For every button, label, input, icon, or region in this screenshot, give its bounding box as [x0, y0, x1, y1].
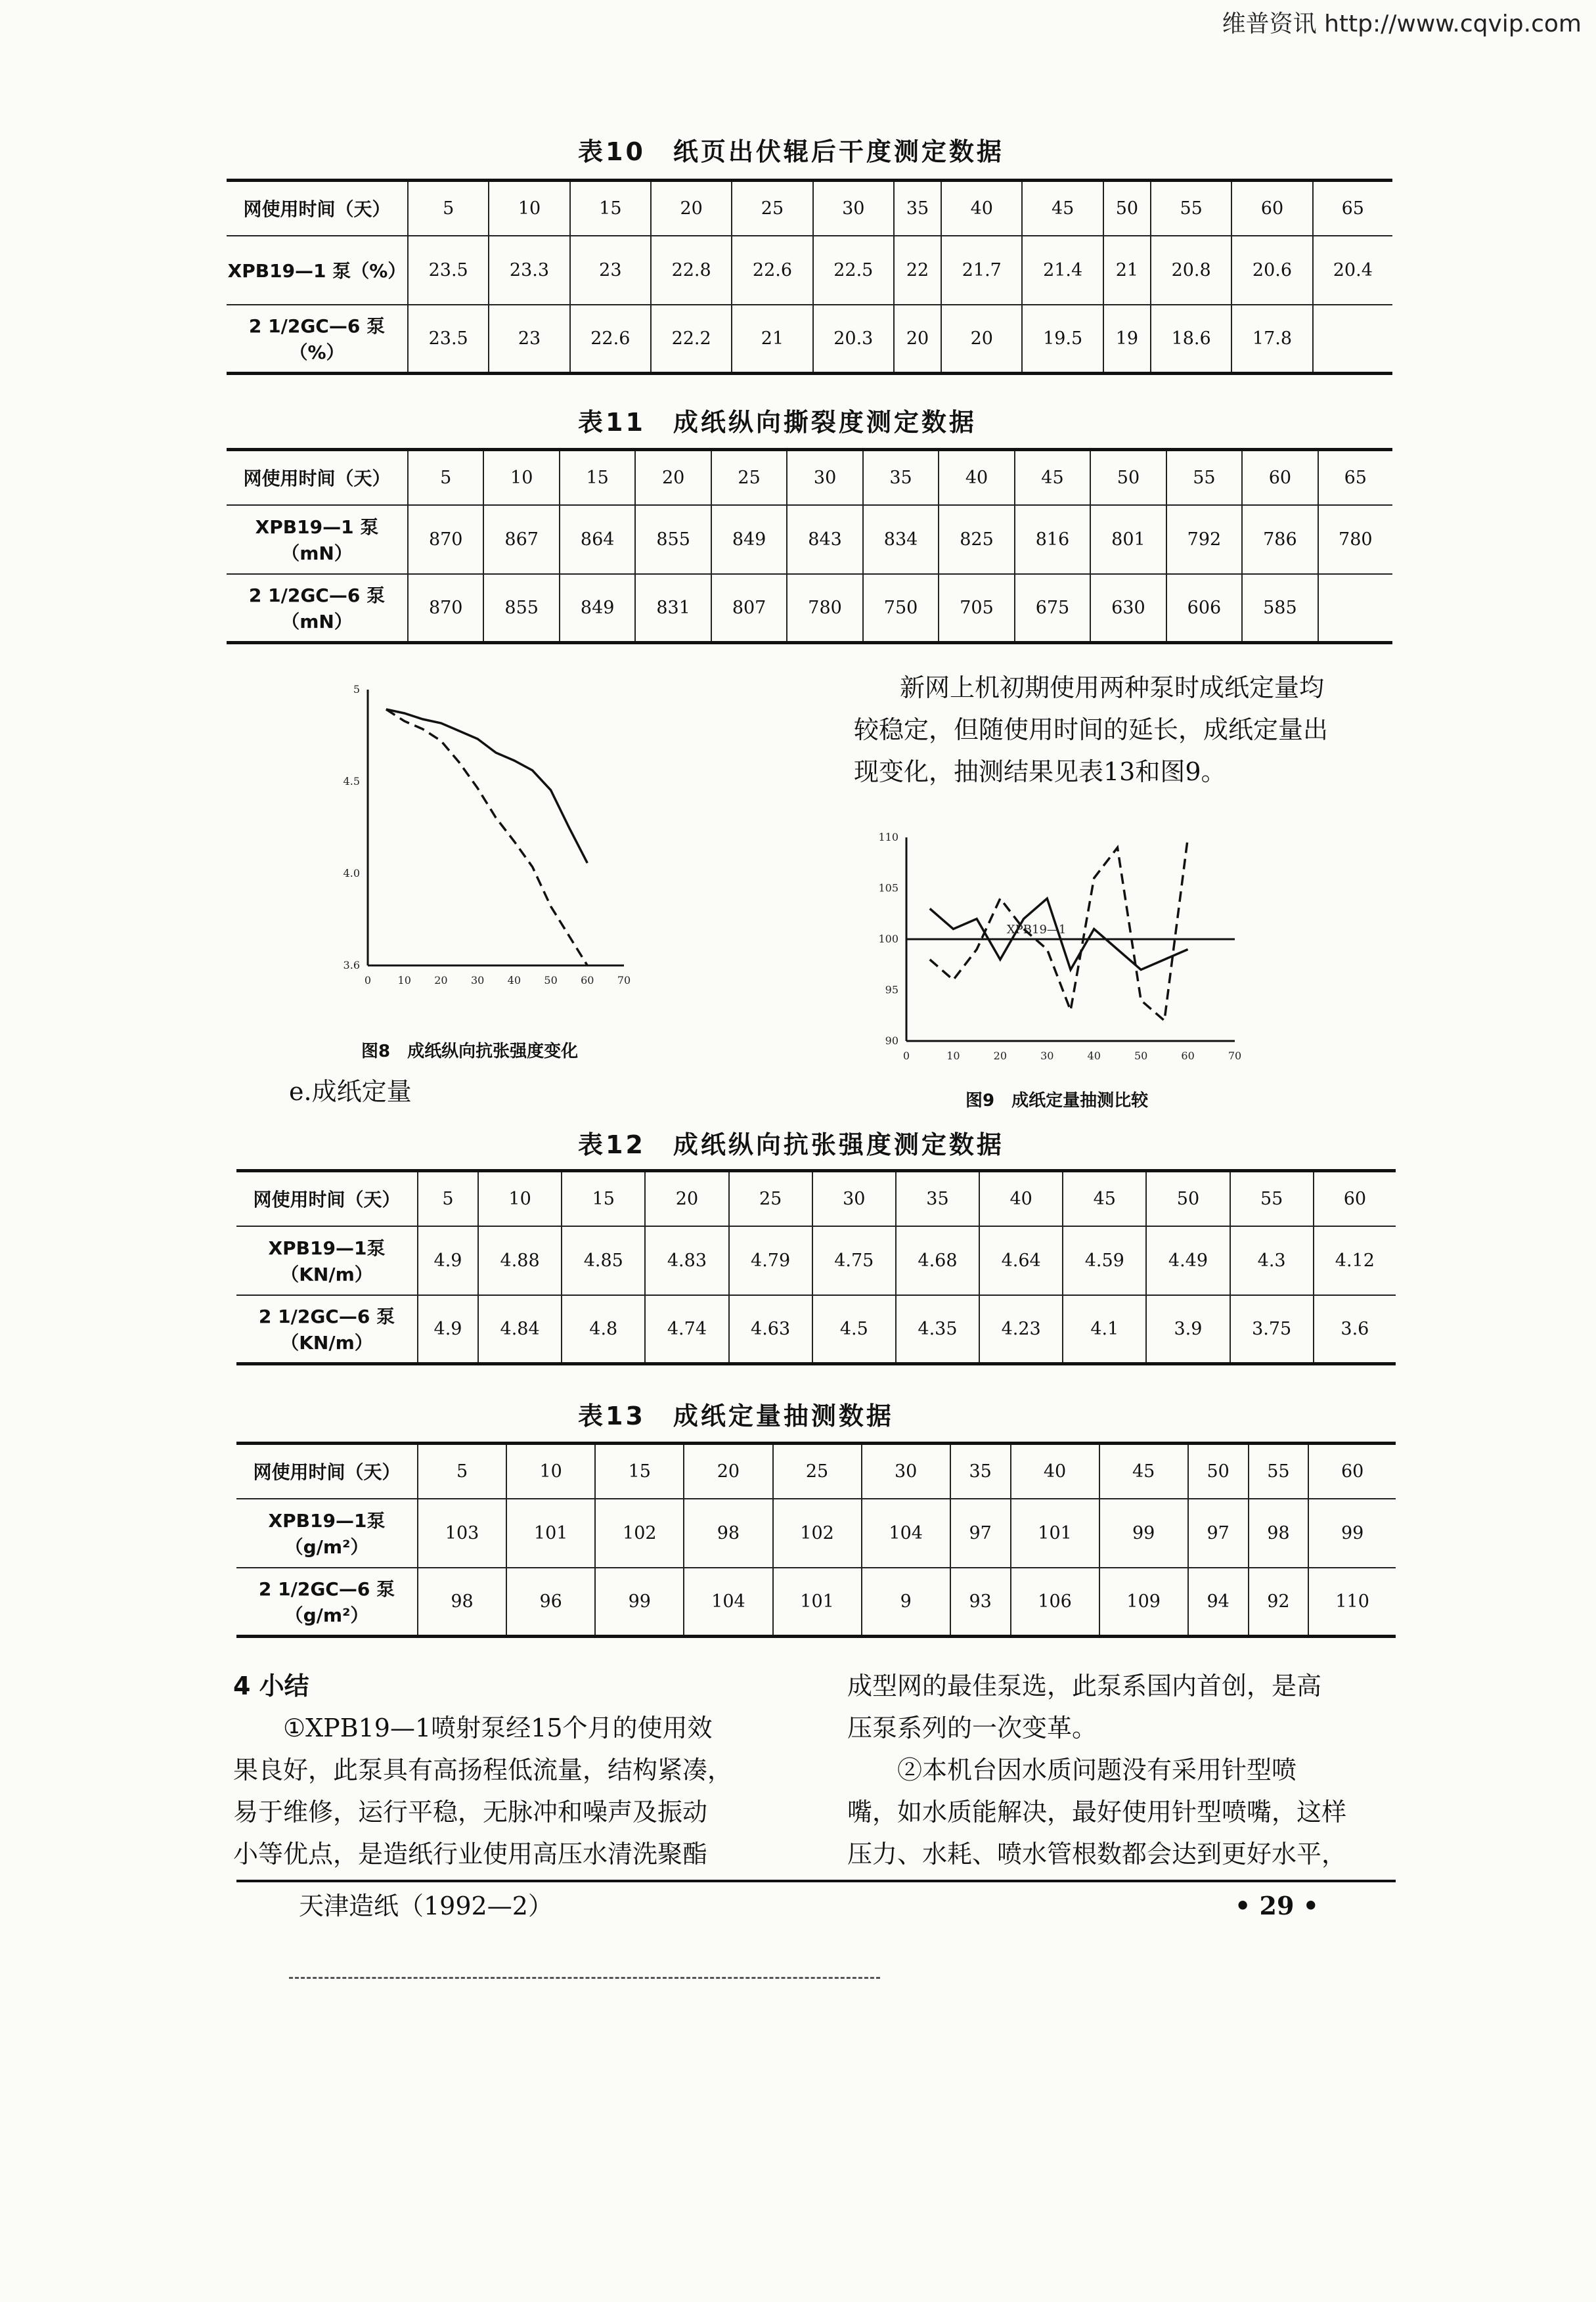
table-cell: 22.5 — [813, 236, 894, 305]
y-tick-label: 95 — [885, 983, 898, 996]
header-day-10: 10 — [489, 181, 569, 236]
header-day-15: 15 — [560, 450, 635, 505]
table-cell: 864 — [560, 505, 635, 574]
table-cell: 4.84 — [478, 1295, 562, 1364]
scan-artifact-line — [289, 1977, 880, 1979]
table-cell: 867 — [483, 505, 559, 574]
header-day-5: 5 — [408, 181, 489, 236]
footer-rule — [236, 1880, 1396, 1882]
table-cell: 96 — [506, 1568, 595, 1637]
summary-right-line-5: 压力、水耗、喷水管根数都会达到更好水平， — [847, 1840, 1347, 1869]
table-cell: 4.3 — [1230, 1226, 1314, 1295]
table-cell: 104 — [684, 1568, 772, 1637]
header-day-5: 5 — [408, 450, 483, 505]
table-cell: 19.5 — [1022, 305, 1103, 374]
series-line-1 — [386, 709, 587, 863]
table-cell: 4.12 — [1314, 1226, 1396, 1295]
table-cell: 22.6 — [732, 236, 812, 305]
header-day-60: 60 — [1308, 1444, 1396, 1499]
summary-heading: 4 小结 — [233, 1671, 309, 1700]
table-cell: 99 — [1308, 1499, 1396, 1568]
table-cell: 4.64 — [979, 1226, 1063, 1295]
y-tick-label: 90 — [885, 1034, 898, 1047]
table-cell: 4.23 — [979, 1295, 1063, 1364]
header-day-5: 5 — [418, 1171, 478, 1226]
row-label: XPB19—1泵（KN/m） — [236, 1226, 418, 1295]
table-cell: 20.6 — [1231, 236, 1312, 305]
table-cell: 21.7 — [941, 236, 1022, 305]
table10-title: 表10 纸页出伏辊后干度测定数据 — [578, 137, 1004, 166]
table-cell: 20 — [941, 305, 1022, 374]
x-tick-label: 30 — [1040, 1050, 1054, 1062]
table-cell — [1313, 305, 1392, 374]
header-day-45: 45 — [1015, 450, 1090, 505]
table-cell: 22 — [894, 236, 941, 305]
table-cell: 21 — [732, 305, 812, 374]
header-day-30: 30 — [813, 181, 894, 236]
y-tick-label: 4.0 — [343, 867, 360, 879]
summary-left-line-4: 小等优点，是造纸行业使用高压水清洗聚酯 — [233, 1840, 708, 1869]
header-day-60: 60 — [1231, 181, 1312, 236]
x-tick-label: 70 — [1228, 1050, 1242, 1062]
table-cell: 750 — [863, 574, 939, 643]
table-row — [236, 1295, 1396, 1364]
header-day-35: 35 — [896, 1171, 979, 1226]
table-cell: 780 — [1318, 505, 1392, 574]
table-cell: 18.6 — [1151, 305, 1231, 374]
x-tick-label: 10 — [397, 974, 411, 986]
x-tick-label: 40 — [507, 974, 521, 986]
table-cell: 101 — [1011, 1499, 1099, 1568]
table-cell: 843 — [787, 505, 862, 574]
header-day-10: 10 — [478, 1171, 562, 1226]
table13 — [236, 1442, 1396, 1638]
table-row — [227, 574, 1392, 643]
header-day-35: 35 — [950, 1444, 1011, 1499]
table-cell: 97 — [950, 1499, 1011, 1568]
table-cell: 101 — [506, 1499, 595, 1568]
header-day-55: 55 — [1230, 1171, 1314, 1226]
table-cell: 97 — [1188, 1499, 1249, 1568]
x-tick-label: 0 — [364, 974, 372, 986]
table-cell: 4.59 — [1063, 1226, 1146, 1295]
table-cell: 109 — [1099, 1568, 1188, 1637]
table-header-row — [236, 1171, 1396, 1226]
table-cell: 4.68 — [896, 1226, 979, 1295]
header-day-40: 40 — [941, 181, 1022, 236]
table-cell: 825 — [939, 505, 1014, 574]
header-day-20: 20 — [651, 181, 732, 236]
figure8-caption: 图8 成纸纵向抗张强度变化 — [361, 1042, 579, 1061]
header-day-50: 50 — [1090, 450, 1166, 505]
table-row — [227, 236, 1392, 305]
x-tick-label: 20 — [993, 1050, 1008, 1062]
row-label: 2 1/2GC—6 泵（g/m²） — [236, 1568, 418, 1637]
table-cell: 106 — [1011, 1568, 1099, 1637]
header-day-15: 15 — [562, 1171, 645, 1226]
table-cell: 4.49 — [1146, 1226, 1230, 1295]
y-tick-label: 5 — [353, 683, 360, 696]
header-label: 网使用时间（天） — [236, 1444, 418, 1499]
table-cell: 3.9 — [1146, 1295, 1230, 1364]
figure9-caption: 图9 成纸定量抽测比较 — [965, 1091, 1149, 1111]
table-cell: 870 — [408, 505, 483, 574]
table-cell: 21 — [1103, 236, 1151, 305]
table-cell: 4.85 — [562, 1226, 645, 1295]
table-cell: 93 — [950, 1568, 1011, 1637]
header-day-25: 25 — [711, 450, 787, 505]
table-cell: 103 — [418, 1499, 506, 1568]
table-cell: 4.79 — [729, 1226, 812, 1295]
table-cell: 4.75 — [812, 1226, 896, 1295]
table-cell: 855 — [635, 505, 711, 574]
header-day-40: 40 — [939, 450, 1014, 505]
summary-right — [847, 1665, 1412, 1875]
table-cell: 98 — [418, 1568, 506, 1637]
header-day-25: 25 — [729, 1171, 812, 1226]
header-day-20: 20 — [645, 1171, 728, 1226]
summary-left-line-3: 易于维修，运行平稳，无脉冲和噪声及振动 — [233, 1798, 708, 1826]
header-day-20: 20 — [635, 450, 711, 505]
table-row — [236, 1226, 1396, 1295]
header-day-45: 45 — [1099, 1444, 1188, 1499]
table-header-row — [227, 450, 1392, 505]
header-day-60: 60 — [1242, 450, 1318, 505]
x-tick-label: 50 — [1134, 1050, 1148, 1062]
watermark: 维普资讯 http://www.cqvip.com — [1222, 11, 1582, 37]
table-cell: 104 — [862, 1499, 950, 1568]
series-legend-label: XPB19—1 — [1006, 923, 1067, 937]
para-right-line-1: 新网上机初期使用两种泵时成纸定量均 — [900, 673, 1325, 702]
table-cell: 630 — [1090, 574, 1166, 643]
table-cell: 4.9 — [418, 1295, 478, 1364]
table-cell: 23 — [489, 305, 569, 374]
table-cell: 780 — [787, 574, 862, 643]
header-day-25: 25 — [773, 1444, 862, 1499]
header-day-35: 35 — [894, 181, 941, 236]
x-tick-label: 30 — [470, 974, 485, 986]
paragraph-right — [854, 667, 1399, 793]
section-e-heading: e.成纸定量 — [289, 1077, 412, 1106]
table-cell: 792 — [1166, 505, 1242, 574]
table-cell: 807 — [711, 574, 787, 643]
y-tick-label: 4.5 — [343, 775, 360, 787]
row-label: XPB19—1泵（g/m²） — [236, 1499, 418, 1568]
header-day-40: 40 — [979, 1171, 1063, 1226]
para-right-line-2: 较稳定，但随使用时间的延长，成纸定量出 — [854, 715, 1329, 744]
summary-right-line-2: 压泵系列的一次变革。 — [847, 1714, 1097, 1742]
table-cell: 102 — [773, 1499, 862, 1568]
table12 — [236, 1169, 1396, 1365]
table-cell: 94 — [1188, 1568, 1249, 1637]
summary-right-line-1: 成型网的最佳泵选，此泵系国内首创，是高 — [847, 1671, 1322, 1700]
table-cell: 816 — [1015, 505, 1090, 574]
header-day-15: 15 — [595, 1444, 684, 1499]
table-cell: 23.5 — [408, 305, 489, 374]
y-tick-label: 110 — [878, 831, 898, 843]
row-label: 2 1/2GC—6 泵（%） — [227, 305, 408, 374]
y-tick-label: 3.6 — [343, 959, 360, 971]
header-day-5: 5 — [418, 1444, 506, 1499]
summary-left-line-2: 果良好，此泵具有高扬程低流量，结构紧凑， — [233, 1756, 733, 1784]
table-cell: 20.4 — [1313, 236, 1392, 305]
header-day-15: 15 — [570, 181, 651, 236]
header-day-30: 30 — [862, 1444, 950, 1499]
table-cell — [1318, 574, 1392, 643]
table-cell: 3.75 — [1230, 1295, 1314, 1364]
header-day-50: 50 — [1188, 1444, 1249, 1499]
table-row — [227, 305, 1392, 374]
header-day-40: 40 — [1011, 1444, 1099, 1499]
x-tick-label: 20 — [434, 974, 448, 986]
table10 — [227, 179, 1392, 375]
table-row — [227, 505, 1392, 574]
header-day-60: 60 — [1314, 1171, 1396, 1226]
table-cell: 98 — [684, 1499, 772, 1568]
row-label: XPB19—1 泵（%） — [227, 236, 408, 305]
table-cell: 22.8 — [651, 236, 732, 305]
table-cell: 786 — [1242, 505, 1318, 574]
summary-left — [233, 1665, 811, 1875]
header-day-55: 55 — [1249, 1444, 1309, 1499]
table-cell: 20.3 — [813, 305, 894, 374]
figure9-chart — [854, 824, 1274, 1074]
table-cell: 4.63 — [729, 1295, 812, 1364]
series-line-2 — [386, 709, 587, 965]
summary-right-line-3: ②本机台因水质问题没有采用针型喷 — [897, 1756, 1297, 1784]
x-tick-label: 70 — [617, 974, 631, 986]
header-label: 网使用时间（天） — [236, 1171, 418, 1226]
header-label: 网使用时间（天） — [227, 181, 408, 236]
table-cell: 98 — [1249, 1499, 1309, 1568]
table-cell: 705 — [939, 574, 1014, 643]
header-label: 网使用时间（天） — [227, 450, 408, 505]
table-cell: 4.83 — [645, 1226, 728, 1295]
header-day-45: 45 — [1022, 181, 1103, 236]
header-day-65: 65 — [1313, 181, 1392, 236]
row-label: 2 1/2GC—6 泵（KN/m） — [236, 1295, 418, 1364]
header-day-45: 45 — [1063, 1171, 1146, 1226]
table-cell: 4.88 — [478, 1226, 562, 1295]
table11-title: 表11 成纸纵向撕裂度测定数据 — [578, 408, 977, 437]
table-cell: 4.9 — [418, 1226, 478, 1295]
table-cell: 870 — [408, 574, 483, 643]
header-day-10: 10 — [483, 450, 559, 505]
table-cell: 99 — [1099, 1499, 1188, 1568]
table-cell: 110 — [1308, 1568, 1396, 1637]
para-right-line-3: 现变化，抽测结果见表13和图9。 — [854, 757, 1226, 786]
header-day-10: 10 — [506, 1444, 595, 1499]
header-day-50: 50 — [1146, 1171, 1230, 1226]
table-cell: 801 — [1090, 505, 1166, 574]
summary-left-line-1: ①XPB19—1喷射泵经15个月的使用效 — [283, 1714, 713, 1742]
x-tick-label: 0 — [902, 1050, 910, 1062]
row-label: XPB19—1 泵（mN） — [227, 505, 408, 574]
table-cell: 21.4 — [1022, 236, 1103, 305]
table-cell: 3.6 — [1314, 1295, 1396, 1364]
table-header-row — [236, 1444, 1396, 1499]
table-cell: 20.8 — [1151, 236, 1231, 305]
x-tick-label: 50 — [544, 974, 558, 986]
header-day-20: 20 — [684, 1444, 772, 1499]
header-day-65: 65 — [1318, 450, 1392, 505]
table-cell: 4.35 — [896, 1295, 979, 1364]
table-cell: 4.5 — [812, 1295, 896, 1364]
table-cell: 23 — [570, 236, 651, 305]
table-header-row — [227, 181, 1392, 236]
table-cell: 4.1 — [1063, 1295, 1146, 1364]
x-tick-label: 60 — [1181, 1050, 1195, 1062]
header-day-55: 55 — [1166, 450, 1242, 505]
footer-journal: 天津造纸（1992—2） — [299, 1892, 553, 1920]
table-cell: 9 — [862, 1568, 950, 1637]
table-row — [236, 1499, 1396, 1568]
header-day-30: 30 — [787, 450, 862, 505]
table-cell: 4.8 — [562, 1295, 645, 1364]
header-day-50: 50 — [1103, 181, 1151, 236]
header-day-30: 30 — [812, 1171, 896, 1226]
table-cell: 92 — [1249, 1568, 1309, 1637]
table-cell: 606 — [1166, 574, 1242, 643]
x-tick-label: 40 — [1087, 1050, 1101, 1062]
table-cell: 23.3 — [489, 236, 569, 305]
table-cell: 4.74 — [645, 1295, 728, 1364]
summary-right-line-4: 嘴，如水质能解决，最好使用针型喷嘴，这样 — [847, 1798, 1347, 1826]
table-cell: 23.5 — [408, 236, 489, 305]
y-tick-label: 100 — [878, 933, 898, 945]
table-cell: 849 — [711, 505, 787, 574]
row-label: 2 1/2GC—6 泵（mN） — [227, 574, 408, 643]
table-cell: 99 — [595, 1568, 684, 1637]
table-cell: 22.6 — [570, 305, 651, 374]
header-day-55: 55 — [1151, 181, 1231, 236]
y-tick-label: 105 — [878, 881, 898, 895]
table-cell: 101 — [773, 1568, 862, 1637]
table-cell: 20 — [894, 305, 941, 374]
table-cell: 102 — [595, 1499, 684, 1568]
x-tick-label: 60 — [581, 974, 594, 986]
figure8-chart — [282, 676, 650, 1018]
x-tick-label: 10 — [946, 1050, 960, 1062]
table-cell: 22.2 — [651, 305, 732, 374]
table-cell: 834 — [863, 505, 939, 574]
table-cell: 585 — [1242, 574, 1318, 643]
table-row — [236, 1568, 1396, 1637]
header-day-25: 25 — [732, 181, 812, 236]
table12-title: 表12 成纸纵向抗张强度测定数据 — [578, 1130, 1004, 1159]
table-cell: 19 — [1103, 305, 1151, 374]
table-cell: 675 — [1015, 574, 1090, 643]
table13-title: 表13 成纸定量抽测数据 — [578, 1402, 894, 1430]
table-cell: 17.8 — [1231, 305, 1312, 374]
header-day-35: 35 — [863, 450, 939, 505]
table-cell: 849 — [560, 574, 635, 643]
table-cell: 855 — [483, 574, 559, 643]
table11 — [227, 448, 1392, 644]
footer-page-number: • 29 • — [1235, 1891, 1319, 1920]
table-cell: 831 — [635, 574, 711, 643]
